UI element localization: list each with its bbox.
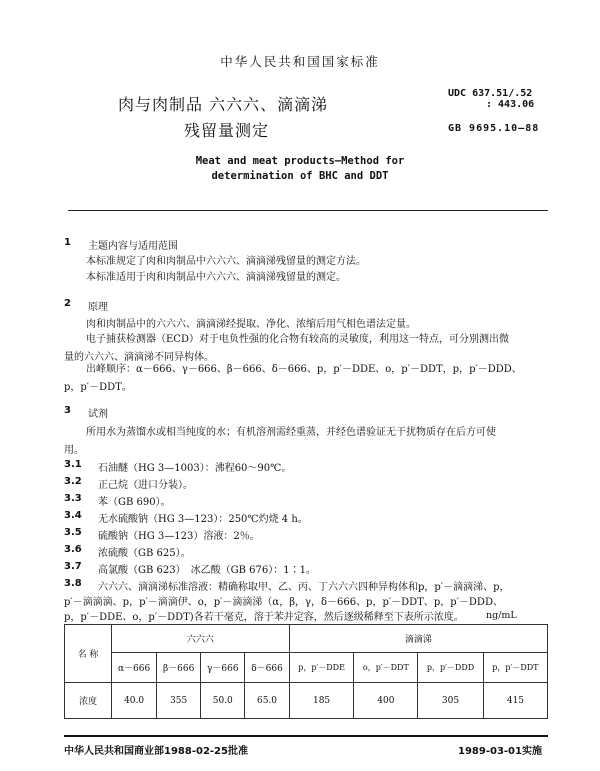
section-2-paragraph-1: 肉和肉制品中的六六六、滴滴涕经提取、净化、浓缩后用气相色谱法定量。 [86, 319, 416, 330]
table-cell: 415 [483, 683, 547, 719]
footer-divider [64, 735, 548, 737]
column-header: β－666 [157, 653, 201, 683]
section-1-paragraph-2: 本标准适用于肉和肉制品中六六六、滴滴涕残留量的测定。 [86, 272, 346, 283]
standard-title: 中华人民共和国国家标准 [220, 54, 380, 69]
section-2-paragraph-2a: 电子捕获检测器（ECD）对于电负性强的化合物有较高的灵敏度，利用这一特点，可分别测出微 [86, 334, 509, 345]
group-header-ddt: 滴滴涕 [289, 625, 547, 653]
document-title-line1: 肉与肉制品 六六六、滴滴涕 [118, 95, 329, 114]
section-2-paragraph-2b: 量的六六六、滴滴涕不同异构体。 [64, 352, 214, 363]
item-number: 3.3 [64, 493, 82, 504]
table-cell: 185 [289, 683, 354, 719]
column-header: p，p′－DDE [289, 653, 354, 683]
item-text: 浓硫酸（GB 625）。 [98, 548, 191, 559]
item-text: 高氯酸（GB 623） 冰乙酸（GB 676）：1∶1。 [98, 565, 316, 576]
item-number: 3.8 [64, 578, 82, 589]
item-number: 3.5 [64, 527, 82, 538]
section-2-number: 2 [64, 298, 71, 309]
item-number: 3.4 [64, 510, 82, 521]
item-number: 3.1 [64, 459, 82, 470]
section-3-number: 3 [64, 405, 71, 416]
item-text: 苯（GB 690）。 [98, 497, 171, 508]
column-header: o，p′－DDT [354, 653, 418, 683]
item-8-line-2: p′－滴滴滴、p，p′－滴滴伊、o，p′－滴滴涕（α，β，γ，δ－666、p，p′－DDT、p，p′－DDD、 [64, 597, 503, 608]
gb-number: GB 9695.10—88 [448, 123, 540, 134]
concentration-table [64, 624, 548, 719]
section-3-intro-a: 所用水为蒸馏水或相当纯度的水；有机溶剂需经重蒸，并经色谱验证无干扰物质存在后方可使 [86, 427, 496, 438]
section-3-intro-b: 用。 [64, 445, 84, 456]
udc-code: UDC 637.51/.52 [448, 88, 533, 99]
document-title-line2: 残留量测定 [184, 121, 270, 140]
table-cell: 40.0 [112, 683, 157, 719]
table-unit: ng/mL [486, 610, 517, 621]
section-2-paragraph-3b: p，p′－DDT。 [64, 382, 132, 393]
item-text: 正己烷（进口分装）。 [98, 480, 193, 491]
item-number: 3.6 [64, 544, 82, 555]
section-1-heading: 主题内容与适用范围 [88, 241, 178, 252]
table-cell: 305 [418, 683, 484, 719]
title-divider [68, 210, 548, 211]
section-3-heading: 试剂 [88, 409, 108, 420]
section-1-paragraph-1: 本标准规定了肉和肉制品中六六六、滴滴涕残留量的测定方法。 [86, 256, 366, 267]
section-1-number: 1 [64, 237, 71, 248]
table-cell: 355 [157, 683, 201, 719]
english-title-line1: Meat and meat products—Method for [195, 155, 405, 167]
table-cell: 400 [354, 683, 418, 719]
table-cell: 65.0 [245, 683, 289, 719]
column-header: p，p′－DDD [418, 653, 484, 683]
item-8-line-3: p，p′－DDE、o，p′－DDT)各若干毫克，溶于苯并定容，然后逐级稀释至下表所示浓度。 [64, 612, 464, 623]
effective-date: 1989-03-01实施 [458, 746, 542, 757]
item-text: 六六六、滴滴涕标准溶液：精确称取甲、乙、丙、丁六六六四种异构体和p，p′－滴滴涕、p， [98, 582, 510, 593]
item-number: 3.2 [64, 476, 82, 487]
column-header: γ－666 [201, 653, 245, 683]
row-label-header: 名 称 [65, 625, 112, 683]
column-header: p，p′－DDT [483, 653, 547, 683]
item-text: 石油醚（HG 3—1003）：沸程60～90℃。 [98, 463, 292, 474]
udc-code-sub: : 443.06 [486, 99, 535, 110]
item-text: 无水硫酸钠（HG 3—123）：250℃灼烧 4 h。 [98, 514, 308, 525]
values-row-label: 浓度 [65, 683, 112, 719]
approval-line: 中华人民共和国商业部1988-02-25批准 [64, 746, 248, 757]
section-2-paragraph-3a: 出峰顺序：α－666、γ－666、β－666、δ－666、p，p′－DDE、o，p′－DDT，p，p′－DDD、 [86, 364, 522, 375]
item-number: 3.7 [64, 561, 82, 572]
group-header-bhc: 六六六 [112, 625, 290, 653]
section-2-heading: 原理 [88, 302, 108, 313]
english-title-line2: determination of BHC and DDT [211, 170, 389, 182]
item-text: 硫酸钠（HG 3—123）溶液：2％。 [98, 531, 260, 542]
column-header: δ－666 [245, 653, 289, 683]
column-header: α－666 [112, 653, 157, 683]
table-cell: 50.0 [201, 683, 245, 719]
